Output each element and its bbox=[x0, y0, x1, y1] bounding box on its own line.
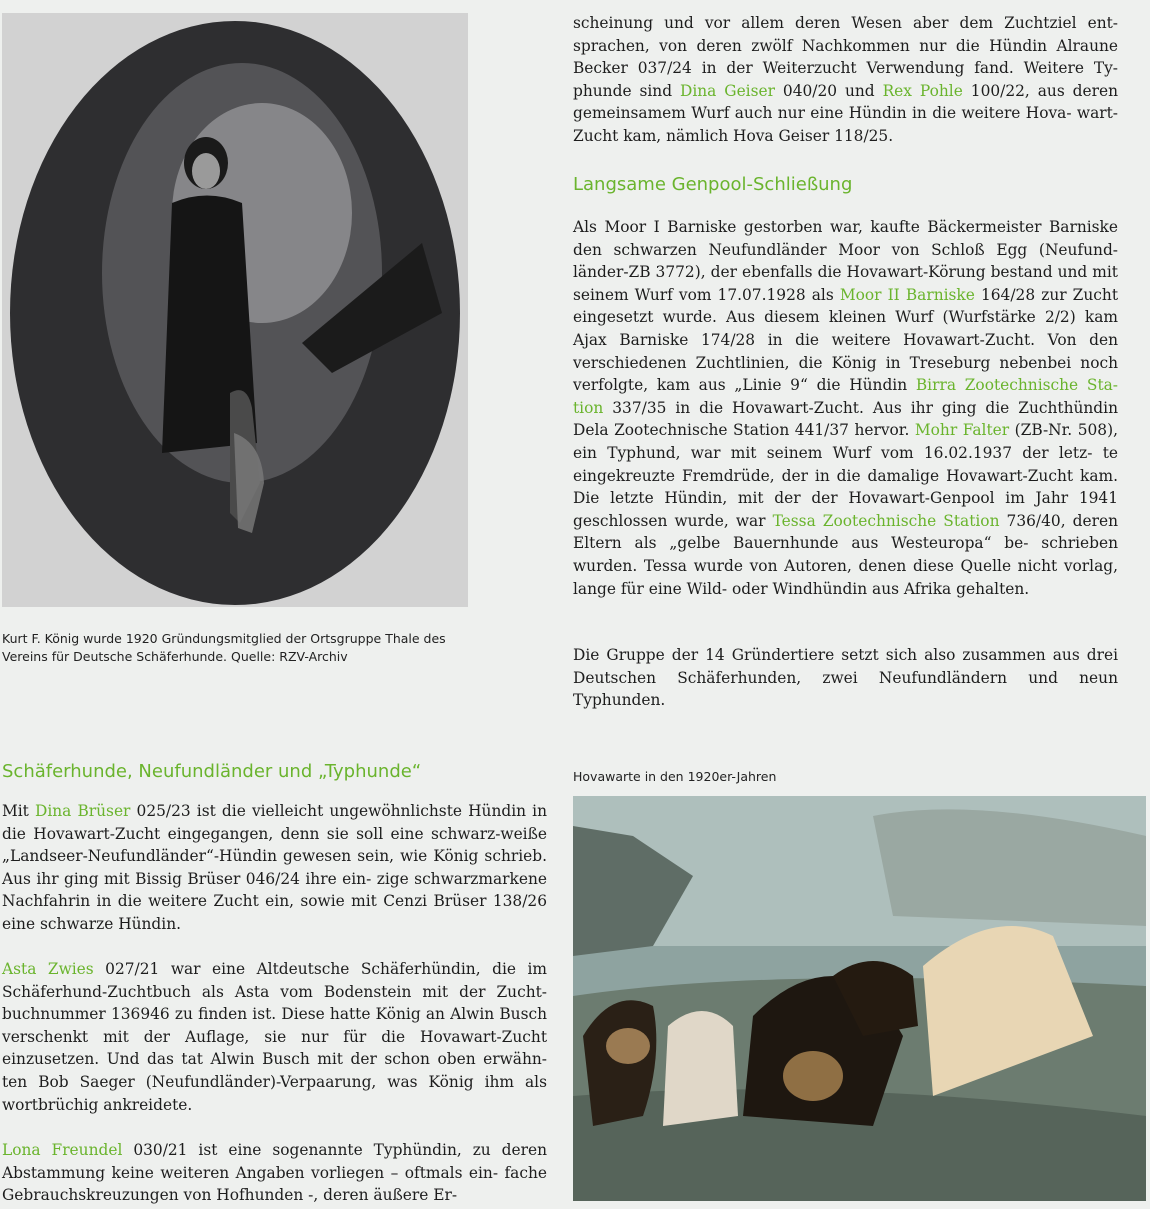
highlight-name: Tessa Zootechnische Station bbox=[772, 511, 1000, 530]
left-paragraph-2: Asta Zwies 027/21 war eine Altdeutsche Schäferhündin, die im Schäferhund-Zuchtbuch als Asta vom Bodenstein mit der Zucht- buchnummer 136946 zu finden ist. Diese hatte König an Alwin Busch verschenkt mit der Auflage, sie nur für die Hovawart-Zucht einzusetzen. Und das tat Alwin Busch mit der schon oben erwähn- ten Bob Saeger (Neufundländer)-Verpaarung, was König ihm als wortbrüchig ankreidete. bbox=[2, 960, 548, 1114]
right-paragraph-3: Die Gruppe der 14 Gründertiere setzt sich also zusammen aus drei Deutschen Schäferhunden, zwei Neufundländern und neun Typhunden. bbox=[573, 646, 1118, 710]
highlight-name: Lona Freundel bbox=[2, 1141, 123, 1159]
highlight-name: Birra Zootechnische Sta- tion bbox=[573, 376, 1119, 417]
highlight-name: Dina Brüser bbox=[35, 802, 131, 820]
left-paragraph-3: Lona Freundel 030/21 ist eine sogenannte Typhündin, zu deren Abstammung keine weiteren Angaben vorliegen – oftmals ein- fache Gebrauchskreuzungen von Hofhunden -, deren äußere Er- bbox=[2, 1141, 547, 1205]
left-paragraph-1: Mit Dina Brüser 025/23 ist die vielleicht ungewöhnlichste Hündin in die Hovawart-Zucht eingegangen, denn sie soll eine schwarz-weiße „Landseer-Neufundländer“-Hündin gewesen sein, wie König schrieb. Aus ihr ging mit Bissig Brüser 046/24 ihre ein- zige schwarzmarkene Nachfahrin in die weitere Zucht ein, sowie mit Cenzi Brüser 138/26 eine schwarze Hündin. bbox=[2, 802, 548, 933]
section-heading-genpool: Langsame Genpool-Schließung bbox=[573, 174, 853, 195]
right-paragraph-1: scheinung und vor allem deren Wesen aber dem Zuchtziel ent- sprachen, von deren zwölf Nachkommen nur die Hündin Alraune Becker 037/24 in der Weiterzucht Verwendung fand. Weitere Ty- phunde sind Dina Geiser 040/20 und Rex Pohle 100/22, aus deren gemeinsamem Wurf auch nur eine Hündin in die weitere Hova- wart-Zucht kam, nämlich Hova Geiser 118/25. bbox=[573, 14, 1118, 145]
highlight-name: Rex Pohle bbox=[882, 81, 963, 100]
highlight-name: Mohr Falter bbox=[914, 421, 1010, 440]
highlight-name: Asta Zwies bbox=[2, 960, 94, 978]
dogs-photo bbox=[573, 796, 1146, 1201]
portrait-caption: Kurt F. König wurde 1920 Gründungsmitglied der Ortsgruppe Thale des Vereins für Deutsche Schäferhunde. Quelle: RZV-Archiv bbox=[2, 631, 446, 664]
highlight-name: Dina Geiser bbox=[680, 81, 775, 100]
highlight-name: Moor II Barniske bbox=[839, 285, 975, 304]
portrait-photo bbox=[2, 13, 468, 607]
dogs-caption: Hovawarte in den 1920er-Jahren bbox=[573, 769, 777, 784]
section-heading-schaeferhunde: Schäferhunde, Neufundländer und „Typhunde“ bbox=[2, 761, 422, 782]
right-paragraph-2: Als Moor I Barniske gestorben war, kaufte Bäckermeister Barniske den schwarzen Neufundländer Moor von Schloß Egg (Neufund- länder-ZB 3772), der ebenfalls die Hovawart-Körung bestand und mit seinem Wurf vom 17.07.1928 als Moor II Barniske 164/28 zur Zucht eingesetzt wurde. Aus diesem kleinen Wurf (Wurfstärke 2/2) kam Ajax Barniske 174/28 in die weitere Hovawart-Zucht. Von den verschiedenen Zuchtlinien, die König in Treseburg nebenbei noch verfolgte, kam aus „Linie 9“ die Hündin Birra Zootechnische Sta- tion 337/35 in die Hovawart-Zucht. Aus ihr ging die Zuchthündin Dela Zootechnische Station 441/37 hervor. Mohr Falter (ZB-Nr. 508), ein Typhund, war mit seinem Wurf vom 16.02.1937 der letz- te eingekreuzte Fremdrüde, der in die damalige Hovawart-Zucht kam. Die letzte Hündin, mit der der Hovawart-Genpool im Jahr 1941 geschlossen wurde, war Tessa Zootechnische Station 736/40, deren Eltern als „gelbe Bauernhunde aus Westeuropa“ be- schrieben wurden. Tessa wurde von Autoren, denen diese Quelle nicht vorlag, lange für eine Wild- oder Windhündin aus Afrika gehalten. bbox=[573, 218, 1119, 598]
